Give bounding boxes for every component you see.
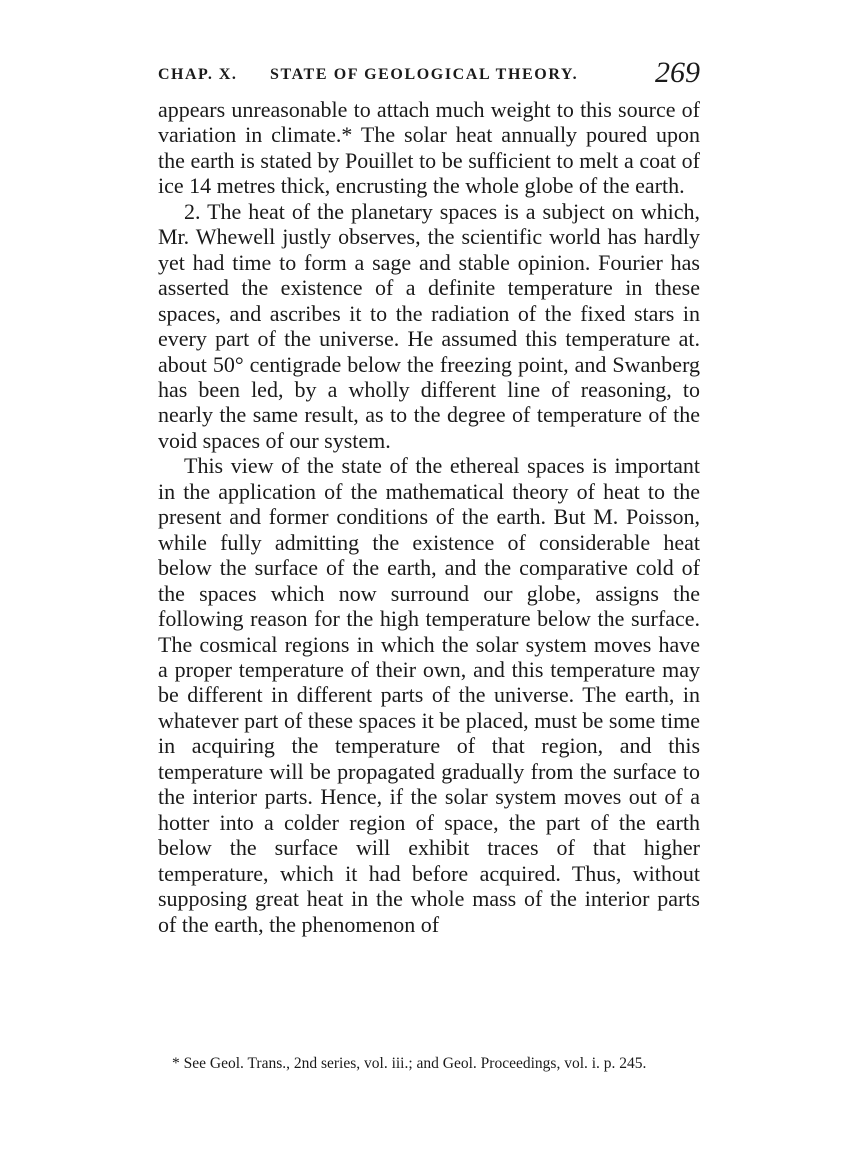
running-title: STATE OF GEOLOGICAL THEORY. (270, 66, 579, 83)
paragraph-continuation: appears unreasonable to attach much weight to this source of variation in climate.* The solar heat annually poured upon the earth is stated by Pouillet to be sufficient to melt a coat of ice 14 metres thick, encrusting the whole globe of the earth. (158, 97, 700, 199)
running-head (158, 58, 700, 94)
footnote (158, 1054, 700, 1073)
body-text (158, 97, 700, 937)
page-number: 269 (655, 56, 700, 89)
chapter-label: CHAP. X. (158, 66, 238, 83)
paragraph-planetary-spaces: 2. The heat of the planetary spaces is a subject on which, Mr. Whewell justly observes, the scientific world has hardly yet had time to form a sage and stable opinion. Fourier has asserted the existence of a definite temperature in these spaces, and ascribes it to the radiation of the fixed stars in every part of the universe. He assumed this temperature at. about 50° centigrade below the freezing point, and Swanberg has been led, by a wholly different line of reasoning, to nearly the same result, as to the degree of temperature of the void spaces of our system. (158, 198, 700, 453)
paragraph-ethereal-spaces: This view of the state of the ethereal spaces is important in the application of the mathematical theory of heat to the present and former conditions of the earth. But M. Poisson, while fully admitting the existence of considerable heat below the surface of the earth, and the comparative cold of the spaces which now surround our globe, assigns the following reason for the high temperature below the surface. The cosmical regions in which the solar system moves have a proper temperature of their own, and this temperature may be different in different parts of the universe. The earth, in whatever part of these spaces it be placed, must be some time in acquiring the temperature of that region, and this temperature will be propagated gradually from the surface to the interior parts. Hence, if the solar system moves out of a hotter into a colder region of space, the part of the earth below the surface will exhibit traces of that higher temperature, which it had before acquired. Thus, without supposing great heat in the whole mass of the interior parts of the earth, the phenomenon of (158, 453, 700, 937)
footnote-text: * See Geol. Trans., 2nd series, vol. iii.; and Geol. Proceedings, vol. i. p. 245. (172, 1055, 647, 1072)
